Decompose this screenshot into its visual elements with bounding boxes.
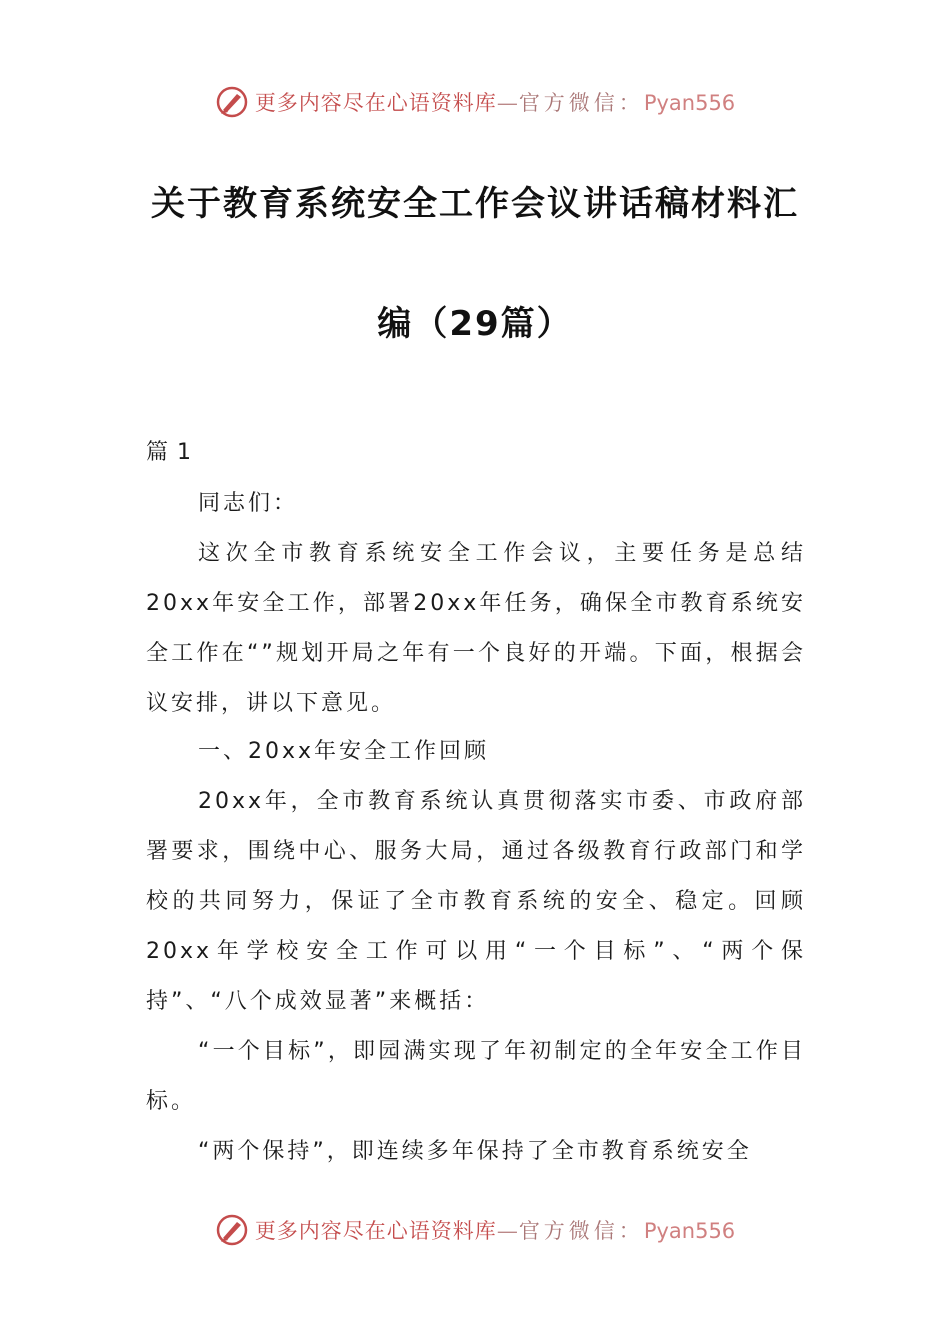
- watermark-text: 更多内容尽在心语资料库—官方微信：Pyan556: [254, 1219, 736, 1243]
- paragraph-intro: 这次全市教育系统安全工作会议，主要任务是总结20xx年安全工作，部署20xx年任务，确保全市教育系统安全工作在“”规划开局之年有一个良好的开端。下面，根据会议安排，讲以下意见。: [146, 541, 806, 716]
- paragraph-one-goal: “一个目标”，即园满实现了年初制定的全年安全工作目标。: [146, 1039, 806, 1114]
- watermark-text: 更多内容尽在心语资料库—官方微信：Pyan556: [254, 91, 736, 115]
- section-label: 篇 1: [146, 440, 192, 465]
- watermark-header: [0, 82, 950, 122]
- salutation: 同志们：: [198, 491, 299, 516]
- pen-logo-icon: [215, 85, 249, 119]
- document-title-line-2: 编（29篇）: [377, 304, 573, 344]
- paragraph-two-maintain: “两个保持”，即连续多年保持了全市教育系统安全: [198, 1139, 752, 1164]
- section-heading: 一、20xx年安全工作回顾: [198, 739, 490, 764]
- watermark-footer: [0, 1210, 950, 1250]
- pen-logo-icon: [215, 1213, 249, 1247]
- paragraph-review: 20xx年，全市教育系统认真贯彻落实市委、市政府部署要求，围绕中心、服务大局，通过各级教育行政部门和学校的共同努力，保证了全市教育系统的安全、稳定。回顾20xx年学校安全工作可以用“一个目标”、“两个保持”、“八个成效显著”来概括：: [146, 789, 806, 1014]
- document-title-line-1: 关于教育系统安全工作会议讲话稿材料汇: [151, 184, 799, 224]
